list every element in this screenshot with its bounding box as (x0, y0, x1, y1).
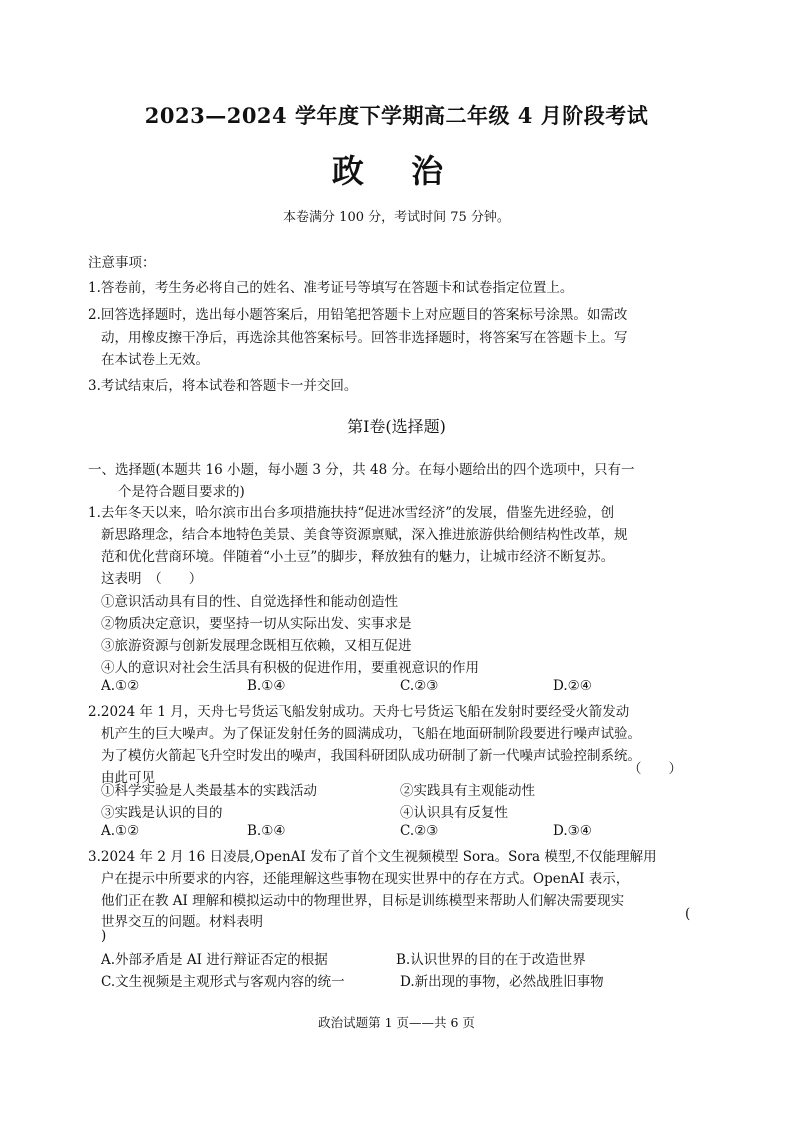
page-footer: 政治试题第 1 页——共 6 页 (318, 1015, 475, 1030)
q3-option-d: D.新出现的事物，必然战胜旧事物 (400, 974, 604, 990)
q1-statement-1: ①意识活动具有目的性、自觉选择性和能动创造性 (101, 594, 398, 610)
q3-bracket-open: ( (685, 906, 691, 922)
section-title: 第Ⅰ卷(选择题) (347, 417, 446, 436)
q2-option-d: D.③④ (553, 823, 592, 839)
notes-item-3: 3.考试结束后，将本试卷和答题卡一并交回。 (88, 378, 358, 394)
q1-option-b: B.①④ (247, 678, 286, 694)
exam-title: 2023—2024 学年度下学期高二年级 4 月阶段考试 (144, 103, 649, 128)
q1-option-d: D.②④ (553, 678, 592, 694)
q1-stem-line-2: 新思路理念，结合本地特色美景、美食等资源禀赋，深入推进旅游供给侧结构性改革，规 (101, 527, 628, 543)
q2-statement-1: ①科学实验是人类最基本的实践活动 (101, 783, 317, 799)
q3-bracket-close: ) (101, 928, 107, 944)
q3-option-b: B.认识世界的目的在于改造世界 (396, 952, 586, 968)
notes-item-2-line-2: 动，用橡皮擦干净后，再选涂其他答案标号。回答非选择题时，将答案写在答题卡上。写 (101, 330, 628, 346)
q3-stem-line-4: 世界交互的问题。材料表明 (101, 914, 263, 930)
q2-stem-line-4: 由此可见 (101, 770, 155, 786)
q2-option-c: C.②③ (400, 823, 439, 839)
q1-option-a: A.①② (101, 678, 140, 694)
q2-statement-2: ②实践具有主观能动性 (400, 783, 535, 799)
q2-stem-line-1: 2.2024 年 1 月，天舟七号货运飞船发射成功。天舟七号货运飞船在发射时要经受火箭发动 (88, 704, 630, 720)
section-intro-line-2: 个是符合题目要求的) (118, 484, 245, 500)
q1-statement-3: ③旅游资源与创新发展理念既相互依赖，又相互促进 (101, 638, 412, 654)
q2-option-b: B.①④ (247, 823, 286, 839)
subject-title: 政 治 (331, 152, 462, 190)
q2-option-a: A.①② (101, 823, 140, 839)
q3-stem-line-3: 他们正在教 AI 理解和模拟运动中的物理世界，目标是训练模型来帮助人们解决需要现实 (101, 893, 625, 909)
notes-item-2-line-1: 2.回答选择题时，选出每小题答案后，用铅笔把答题卡上对应题目的答案标号涂黑。如需改 (88, 307, 628, 323)
q1-stem-line-1: 1.去年冬天以来，哈尔滨市出台多项措施扶持“促进冰雪经济”的发展，借鉴先进经验，创 (88, 505, 615, 521)
q2-stem-line-2: 机产生的巨大噪声。为了保证发射任务的圆满成功，飞船在地面研制阶段要进行噪声试验。 (101, 726, 641, 742)
exam-info: 本卷满分 100 分，考试时间 75 分钟。 (283, 210, 510, 225)
notes-heading: 注意事项： (88, 255, 156, 271)
q1-stem-line-4: 这表明 （ ） (101, 571, 203, 587)
q2-statement-4: ④认识具有反复性 (400, 805, 508, 821)
q3-option-a: A.外部矛盾是 AI 进行辩证否定的根据 (101, 952, 328, 968)
q1-statement-4: ④人的意识对社会生活具有积极的促进作用，要重视意识的作用 (101, 660, 479, 676)
q2-answer-bracket: （ ） (628, 761, 682, 777)
q3-stem-line-1: 3.2024 年 2 月 16 日凌晨,OpenAI 发布了首个文生视频模型 Sora。Sora 模型,不仅能理解用 (88, 849, 657, 865)
q1-option-c: C.②③ (400, 678, 439, 694)
q3-stem-line-2: 户在提示中所要求的内容，还能理解这些事物在现实世界中的存在方式。OpenAI 表示， (101, 871, 630, 887)
notes-item-1: 1.答卷前，考生务必将自己的姓名、准考证号等填写在答题卡和试卷指定位置上。 (88, 280, 574, 296)
section-intro-line-1: 一、选择题(本题共 16 小题，每小题 3 分，共 48 分。在每小题给出的四个选项中，只有一 (88, 462, 635, 478)
q3-option-c: C.文生视频是主观形式与客观内容的统一 (101, 974, 345, 990)
q2-statement-3: ③实践是认识的目的 (101, 805, 223, 821)
q1-stem-line-3: 范和优化营商环境。伴随着“小土豆”的脚步，释放独有的魅力，让城市经济不断复苏。 (101, 549, 615, 565)
q2-stem-line-3: 为了模仿火箭起飞升空时发出的噪声，我国科研团队成功研制了新一代噪声试验控制系统。 (101, 748, 641, 764)
q1-statement-2: ②物质决定意识，要坚持一切从实际出发、实事求是 (101, 616, 412, 632)
notes-item-2-line-3: 在本试卷上无效。 (101, 352, 209, 368)
